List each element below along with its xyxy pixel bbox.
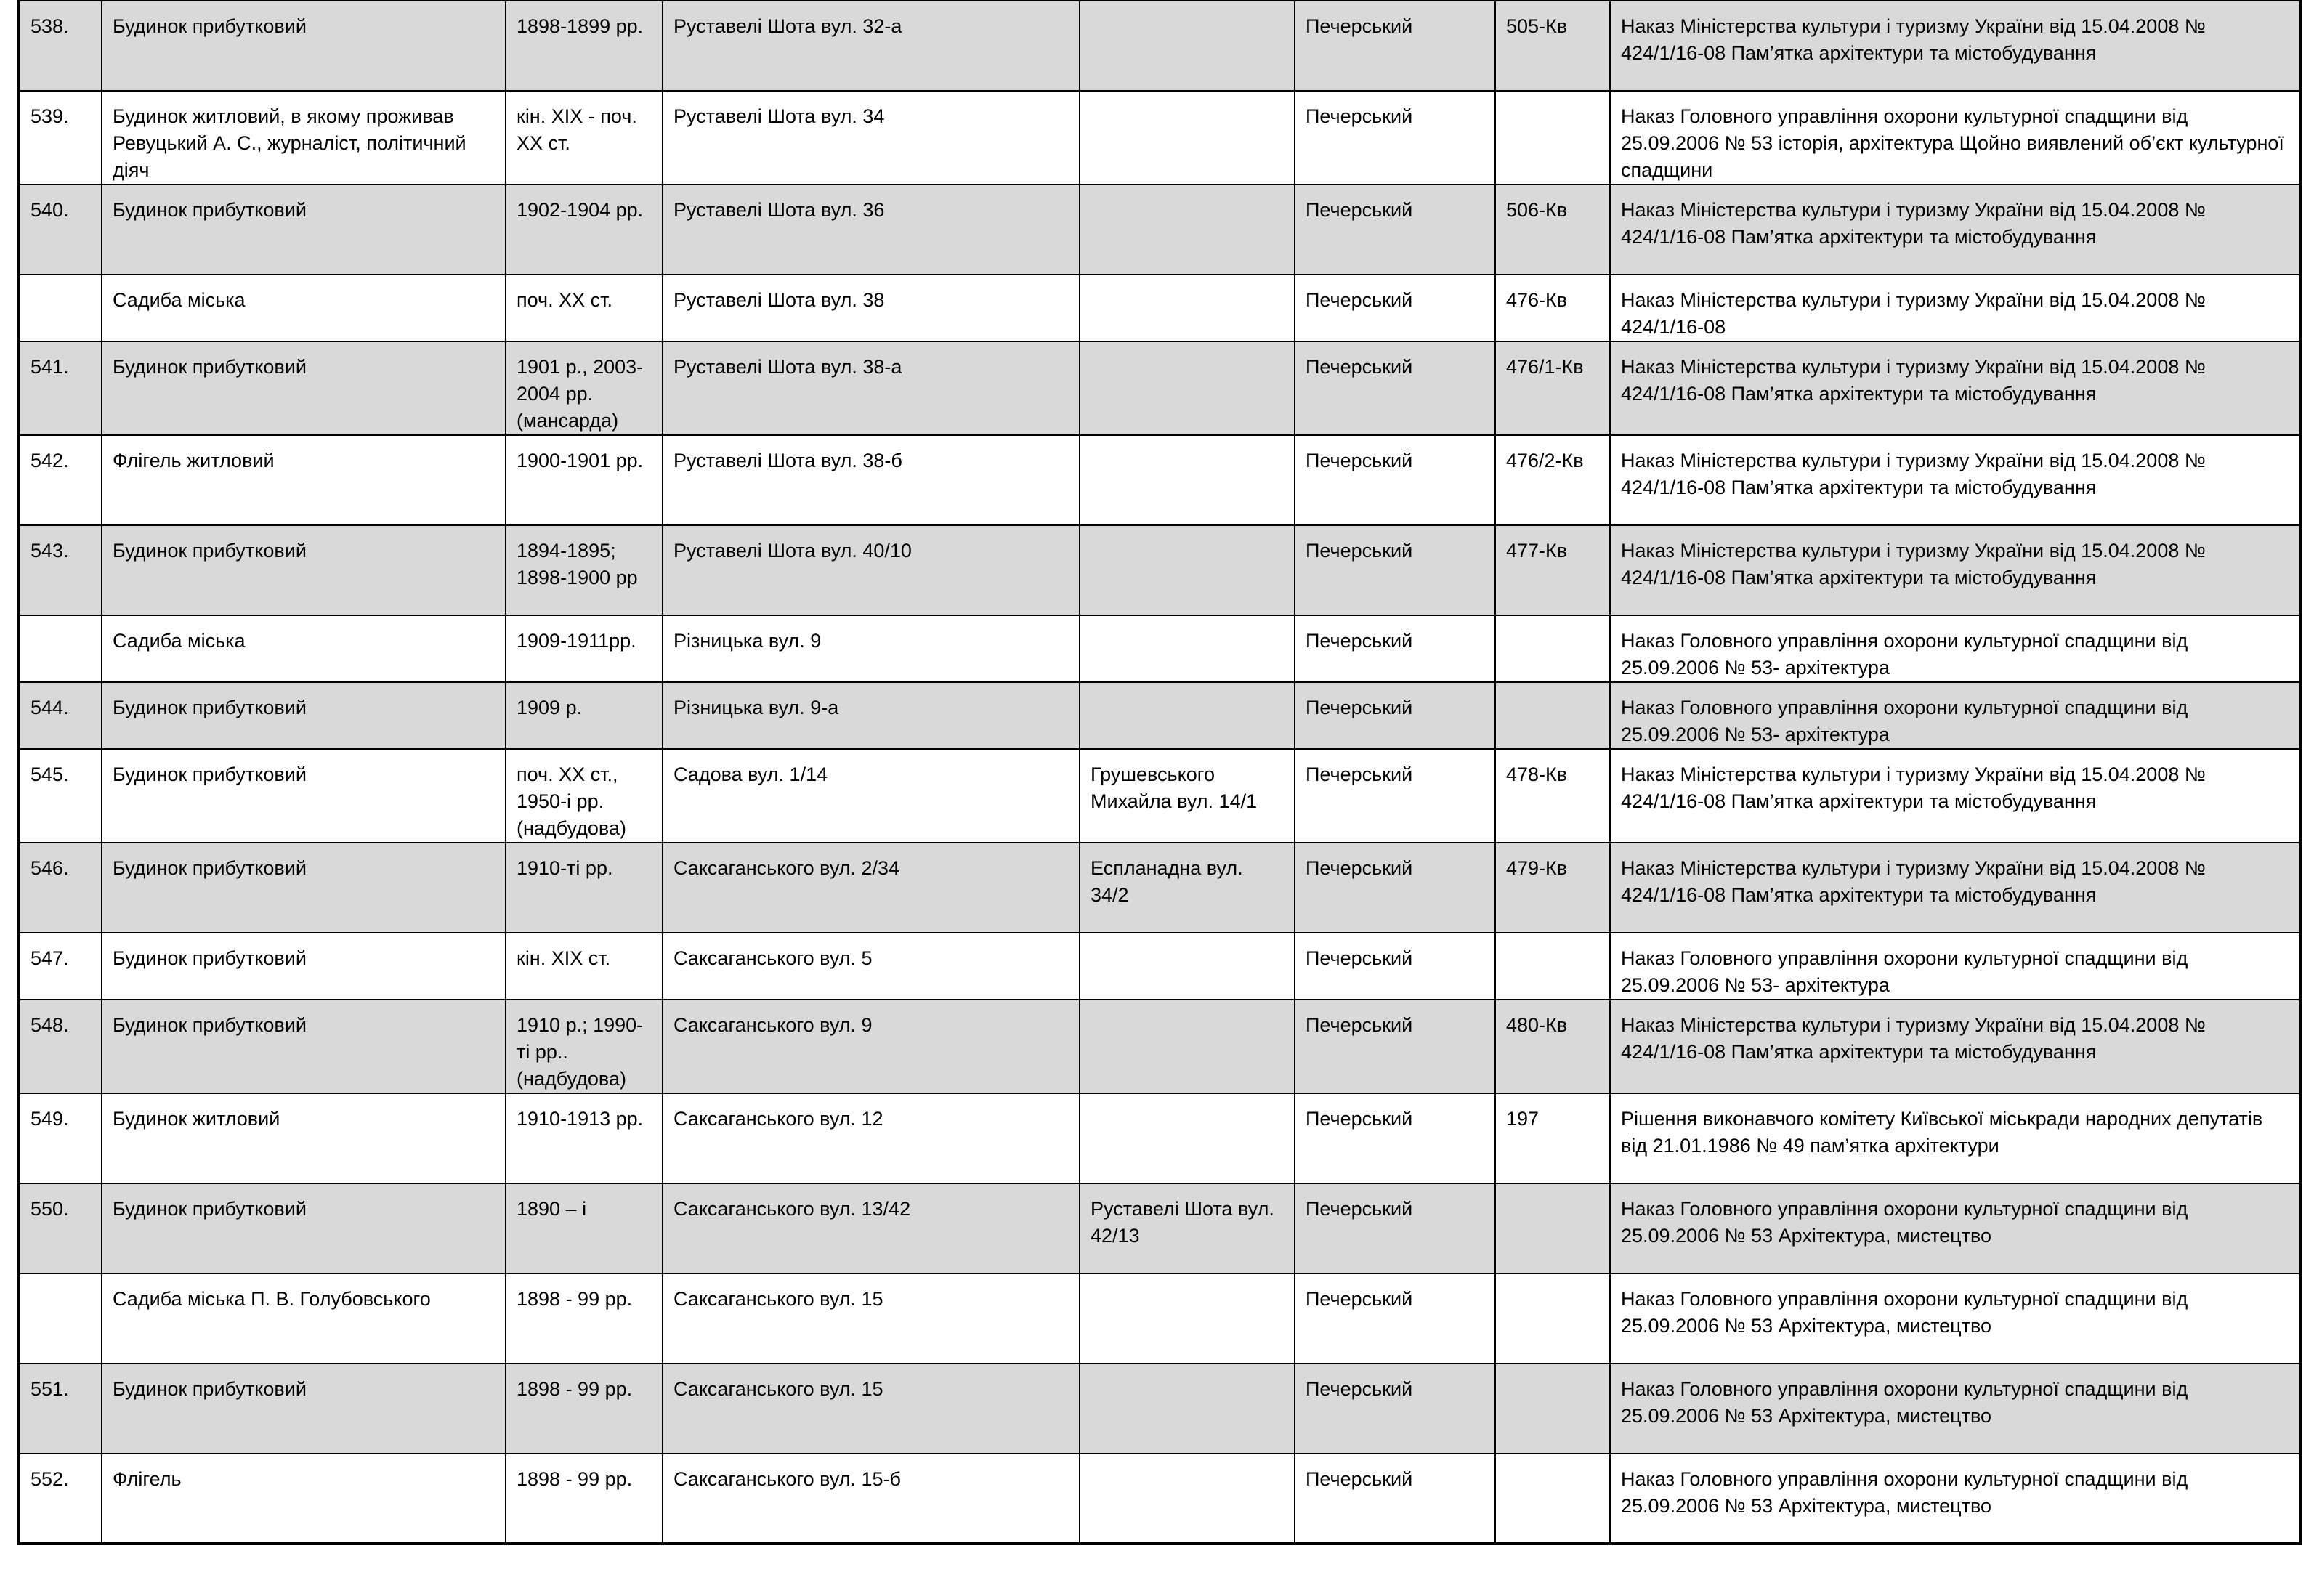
alt-address-cell — [1080, 91, 1295, 185]
alt-address-cell — [1080, 525, 1295, 615]
address-cell: Руставелі Шота вул. 36 — [663, 185, 1080, 275]
alt-address-cell: Руставелі Шота вул. 42/13 — [1080, 1183, 1295, 1273]
date-cell: поч. ХХ ст. — [506, 275, 663, 341]
registry-number: 476/1-Кв — [1495, 341, 1610, 435]
protection-document: Наказ Міністерства культури і туризму України від 15.04.2008 № 424/1/16-08 Пам’ятка архітектури та містобудування — [1610, 435, 2300, 525]
protection-document: Наказ Головного управління охорони культурної спадщини від 25.09.2006 № 53 Архітектура, мистецтво — [1610, 1454, 2300, 1544]
date-cell: 1894-1895; 1898-1900 рр — [506, 525, 663, 615]
date-cell: 1902-1904 рр. — [506, 185, 663, 275]
district-cell: Печерський — [1295, 1454, 1495, 1544]
row-number: 548. — [19, 1000, 102, 1093]
table-row — [19, 843, 2300, 933]
table-row — [19, 1000, 2300, 1093]
object-name: Будинок прибутковий — [102, 749, 506, 843]
registry-number — [1495, 1273, 1610, 1364]
alt-address-cell: Еспланадна вул. 34/2 — [1080, 843, 1295, 933]
address-cell: Руставелі Шота вул. 34 — [663, 91, 1080, 185]
date-cell: 1898 - 99 рр. — [506, 1364, 663, 1454]
table-row — [19, 1183, 2300, 1273]
protection-document: Наказ Міністерства культури і туризму України від 15.04.2008 № 424/1/16-08 Пам’ятка архітектури та містобудування — [1610, 525, 2300, 615]
district-cell: Печерський — [1295, 1273, 1495, 1364]
table-row — [19, 615, 2300, 682]
registry-number — [1495, 1183, 1610, 1273]
district-cell: Печерський — [1295, 1364, 1495, 1454]
address-cell: Руставелі Шота вул. 38-б — [663, 435, 1080, 525]
protection-document: Наказ Головного управління охорони культурної спадщини від 25.09.2006 № 53 Архітектура, мистецтво — [1610, 1364, 2300, 1454]
registry-number — [1495, 615, 1610, 682]
row-number: 552. — [19, 1454, 102, 1544]
row-number: 538. — [19, 1, 102, 91]
date-cell: 1910-ті рр. — [506, 843, 663, 933]
alt-address-cell — [1080, 341, 1295, 435]
object-name: Будинок прибутковий — [102, 1183, 506, 1273]
row-number: 542. — [19, 435, 102, 525]
address-cell: Різницька вул. 9-а — [663, 682, 1080, 749]
registry-number: 480-Кв — [1495, 1000, 1610, 1093]
table-row — [19, 525, 2300, 615]
object-name: Будинок прибутковий — [102, 933, 506, 1000]
alt-address-cell — [1080, 933, 1295, 1000]
registry-number — [1495, 682, 1610, 749]
object-name: Будинок прибутковий — [102, 682, 506, 749]
registry-number: 477-Кв — [1495, 525, 1610, 615]
object-name: Будинок прибутковий — [102, 1364, 506, 1454]
address-cell: Різницька вул. 9 — [663, 615, 1080, 682]
registry-number: 506-Кв — [1495, 185, 1610, 275]
date-cell: поч. ХХ ст., 1950-і рр. (надбудова) — [506, 749, 663, 843]
date-cell: 1909 р. — [506, 682, 663, 749]
object-name: Будинок прибутковий — [102, 843, 506, 933]
district-cell: Печерський — [1295, 525, 1495, 615]
protection-document: Наказ Головного управління охорони культурної спадщини від 25.09.2006 № 53 Архітектура, мистецтво — [1610, 1273, 2300, 1364]
protection-document: Наказ Міністерства культури і туризму України від 15.04.2008 № 424/1/16-08 Пам’ятка архітектури та містобудування — [1610, 341, 2300, 435]
district-cell: Печерський — [1295, 1183, 1495, 1273]
alt-address-cell — [1080, 1364, 1295, 1454]
alt-address-cell: Грушевського Михайла вул. 14/1 — [1080, 749, 1295, 843]
alt-address-cell — [1080, 185, 1295, 275]
table-row — [19, 435, 2300, 525]
district-cell: Печерський — [1295, 185, 1495, 275]
date-cell: кін. ХІХ ст. — [506, 933, 663, 1000]
object-name: Садиба міська — [102, 275, 506, 341]
alt-address-cell — [1080, 1000, 1295, 1093]
address-cell: Саксаганського вул. 15 — [663, 1273, 1080, 1364]
alt-address-cell — [1080, 1273, 1295, 1364]
table-row — [19, 682, 2300, 749]
registry-number — [1495, 91, 1610, 185]
district-cell: Печерський — [1295, 1000, 1495, 1093]
address-cell: Саксаганського вул. 9 — [663, 1000, 1080, 1093]
address-cell: Руставелі Шота вул. 38-а — [663, 341, 1080, 435]
district-cell: Печерський — [1295, 933, 1495, 1000]
table-row — [19, 275, 2300, 341]
object-name: Будинок прибутковий — [102, 525, 506, 615]
table-row — [19, 91, 2300, 185]
protection-document: Наказ Міністерства культури і туризму України від 15.04.2008 № 424/1/16-08 Пам’ятка архітектури та містобудування — [1610, 1000, 2300, 1093]
address-cell: Руставелі Шота вул. 32-а — [663, 1, 1080, 91]
row-number: 543. — [19, 525, 102, 615]
row-number: 545. — [19, 749, 102, 843]
protection-document: Наказ Міністерства культури і туризму України від 15.04.2008 № 424/1/16-08 Пам’ятка архітектури та містобудування — [1610, 1, 2300, 91]
registry-number — [1495, 933, 1610, 1000]
row-number: 551. — [19, 1364, 102, 1454]
row-number: 549. — [19, 1093, 102, 1183]
row-number: 546. — [19, 843, 102, 933]
protection-document: Наказ Головного управління охорони культурної спадщини від 25.09.2006 № 53- архітектура — [1610, 615, 2300, 682]
registry-number: 479-Кв — [1495, 843, 1610, 933]
row-number — [19, 1273, 102, 1364]
object-name: Будинок прибутковий — [102, 341, 506, 435]
district-cell: Печерський — [1295, 1093, 1495, 1183]
alt-address-cell — [1080, 275, 1295, 341]
object-name: Садиба міська П. В. Голубовського — [102, 1273, 506, 1364]
table-row — [19, 1364, 2300, 1454]
address-cell: Саксаганського вул. 15-б — [663, 1454, 1080, 1544]
row-number: 544. — [19, 682, 102, 749]
row-number — [19, 275, 102, 341]
address-cell: Саксаганського вул. 2/34 — [663, 843, 1080, 933]
table-row — [19, 1093, 2300, 1183]
row-number: 539. — [19, 91, 102, 185]
date-cell: кін. ХІХ - поч. ХХ ст. — [506, 91, 663, 185]
heritage-register-table — [17, 0, 2302, 1545]
object-name: Флігель — [102, 1454, 506, 1544]
district-cell: Печерський — [1295, 843, 1495, 933]
object-name: Будинок житловий — [102, 1093, 506, 1183]
row-number: 540. — [19, 185, 102, 275]
district-cell: Печерський — [1295, 1, 1495, 91]
alt-address-cell — [1080, 1093, 1295, 1183]
protection-document: Наказ Головного управління охорони культурної спадщини від 25.09.2006 № 53- архітектура — [1610, 682, 2300, 749]
protection-document: Наказ Міністерства культури і туризму України від 15.04.2008 № 424/1/16-08 Пам’ятка архітектури та містобудування — [1610, 843, 2300, 933]
district-cell: Печерський — [1295, 91, 1495, 185]
date-cell: 1890 – і — [506, 1183, 663, 1273]
district-cell: Печерський — [1295, 615, 1495, 682]
date-cell: 1898-1899 рр. — [506, 1, 663, 91]
district-cell: Печерський — [1295, 275, 1495, 341]
registry-number: 476-Кв — [1495, 275, 1610, 341]
protection-document: Наказ Міністерства культури і туризму України від 15.04.2008 № 424/1/16-08 Пам’ятка архітектури та містобудування — [1610, 185, 2300, 275]
table-row — [19, 1454, 2300, 1544]
address-cell: Саксаганського вул. 13/42 — [663, 1183, 1080, 1273]
address-cell: Руставелі Шота вул. 38 — [663, 275, 1080, 341]
table-row — [19, 341, 2300, 435]
table-row — [19, 185, 2300, 275]
object-name: Будинок прибутковий — [102, 185, 506, 275]
table-row — [19, 933, 2300, 1000]
protection-document: Наказ Головного управління охорони культурної спадщини від 25.09.2006 № 53 історія, архітектура Щойно виявлений об’єкт культурної спадщини — [1610, 91, 2300, 185]
protection-document: Наказ Головного управління охорони культурної спадщини від 25.09.2006 № 53- архітектура — [1610, 933, 2300, 1000]
address-cell: Саксаганського вул. 12 — [663, 1093, 1080, 1183]
district-cell: Печерський — [1295, 682, 1495, 749]
date-cell: 1900-1901 рр. — [506, 435, 663, 525]
alt-address-cell — [1080, 435, 1295, 525]
district-cell: Печерський — [1295, 749, 1495, 843]
table-row — [19, 749, 2300, 843]
row-number — [19, 615, 102, 682]
object-name: Будинок прибутковий — [102, 1, 506, 91]
protection-document: Наказ Міністерства культури і туризму України від 15.04.2008 № 424/1/16-08 — [1610, 275, 2300, 341]
address-cell: Садова вул. 1/14 — [663, 749, 1080, 843]
row-number: 547. — [19, 933, 102, 1000]
alt-address-cell — [1080, 615, 1295, 682]
object-name: Будинок прибутковий — [102, 1000, 506, 1093]
row-number: 541. — [19, 341, 102, 435]
alt-address-cell — [1080, 1454, 1295, 1544]
date-cell: 1910 р.; 1990-ті рр.. (надбудова) — [506, 1000, 663, 1093]
address-cell: Саксаганського вул. 15 — [663, 1364, 1080, 1454]
date-cell: 1898 - 99 рр. — [506, 1273, 663, 1364]
object-name: Садиба міська — [102, 615, 506, 682]
row-number: 550. — [19, 1183, 102, 1273]
protection-document: Наказ Міністерства культури і туризму України від 15.04.2008 № 424/1/16-08 Пам’ятка архітектури та містобудування — [1610, 749, 2300, 843]
object-name: Флігель житловий — [102, 435, 506, 525]
registry-number: 476/2-Кв — [1495, 435, 1610, 525]
date-cell: 1898 - 99 рр. — [506, 1454, 663, 1544]
registry-number — [1495, 1454, 1610, 1544]
registry-number: 478-Кв — [1495, 749, 1610, 843]
date-cell: 1901 р., 2003-2004 рр. (мансарда) — [506, 341, 663, 435]
alt-address-cell — [1080, 682, 1295, 749]
protection-document: Наказ Головного управління охорони культурної спадщини від 25.09.2006 № 53 Архітектура, мистецтво — [1610, 1183, 2300, 1273]
table-row — [19, 1, 2300, 91]
date-cell: 1910-1913 рр. — [506, 1093, 663, 1183]
protection-document: Рішення виконавчого комітету Київської міськради народних депутатів від 21.01.1986 № 49 пам’ятка архітектури — [1610, 1093, 2300, 1183]
alt-address-cell — [1080, 1, 1295, 91]
object-name: Будинок житловий, в якому проживав Ревуцький А. С., журналіст, політичний діяч — [102, 91, 506, 185]
registry-number: 197 — [1495, 1093, 1610, 1183]
registry-number — [1495, 1364, 1610, 1454]
date-cell: 1909-1911рр. — [506, 615, 663, 682]
table-body — [19, 1, 2300, 1544]
registry-number: 505-Кв — [1495, 1, 1610, 91]
district-cell: Печерський — [1295, 341, 1495, 435]
table-row — [19, 1273, 2300, 1364]
district-cell: Печерський — [1295, 435, 1495, 525]
address-cell: Саксаганського вул. 5 — [663, 933, 1080, 1000]
address-cell: Руставелі Шота вул. 40/10 — [663, 525, 1080, 615]
